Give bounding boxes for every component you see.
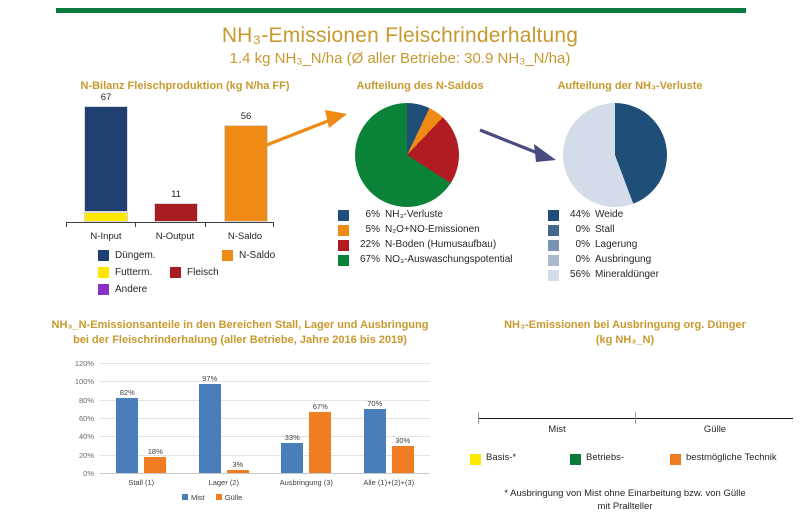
axis-tick (66, 222, 67, 227)
bar-data-label: 70% (367, 398, 383, 408)
footnote-line-2: mit Prallteller (597, 501, 653, 512)
legend-pct-n-boden: 22% (359, 239, 380, 250)
bar-data-label: 82% (119, 387, 135, 397)
legend-swatch-bestmoegliche-technik (670, 454, 681, 465)
chart-ausbringung-org-duenger (470, 352, 800, 452)
bar-data-label: 97% (202, 374, 218, 384)
legend-pct-weide: 44% (569, 209, 590, 220)
x-axis-label-guelle: Gülle (703, 424, 727, 435)
legend-swatch-mist (182, 494, 188, 500)
legend-item-n2o-no (338, 223, 538, 238)
bar-mist (199, 384, 221, 473)
bar-segment-duengem (84, 106, 128, 212)
bar-value-n-input: 67 (100, 92, 112, 103)
bar-data-label: 18% (147, 446, 163, 456)
legend-label-n-saldo: N-Saldo (239, 250, 276, 261)
bar-guelle (227, 470, 249, 473)
bar-segment-fleisch (154, 203, 198, 222)
bar-guelle (309, 412, 331, 473)
x-axis-label-n-output: N-Output (155, 231, 195, 242)
legend-pct-mineralduenger: 56% (569, 269, 590, 280)
bar-mist (364, 409, 386, 473)
bar-value-n-output: 11 (171, 188, 181, 200)
legend-label-guelle: Gülle (224, 493, 243, 502)
legend-pie-n-saldo (338, 208, 538, 268)
section-title-n-bilanz: N-Bilanz Fleischproduktion (kg N/ha FF) (80, 80, 290, 92)
y-axis-tick-label: 20% (78, 450, 94, 460)
legend-swatch-lagerung (548, 240, 559, 251)
legend-swatch-duengem (98, 250, 109, 261)
axis-tick (205, 222, 206, 227)
legend-item-weide (548, 208, 748, 223)
legend-n-bilanz (60, 248, 310, 308)
legend-pct-lagerung: 0% (575, 239, 590, 250)
legend-item-stall (548, 223, 748, 238)
legend-pct-no3-auswaschung: 67% (359, 254, 380, 265)
page-title: NH₃-Emissionen Fleischrinderhaltung (221, 24, 579, 47)
section-title-n-saldo: Aufteilung des N-Saldos (356, 80, 484, 92)
bar-segment-futterm (84, 212, 128, 222)
title-line-2: (kg NH₃_N) (595, 334, 655, 346)
arrow-purple-to-pie2 (478, 120, 568, 180)
top-accent-rule (56, 8, 746, 13)
page-subtitle: 1.4 kg NH₃_N/ha (Ø aller Betriebe: 30.9 NH₃_N/ha) (229, 50, 571, 67)
x-axis-line (66, 222, 274, 223)
legend-swatch-ausbringung (548, 255, 559, 266)
legend-swatch-futterm (98, 267, 109, 278)
legend-label-ausbringung: Ausbringung (595, 254, 652, 265)
x-axis-tick-label: Ausbringung (3) (279, 478, 333, 487)
axis-tick (635, 412, 636, 424)
footnote-line-1: * Ausbringung von Mist ohne Einarbeitung bzw. von Gülle (504, 488, 746, 499)
bar-data-label: 30% (395, 435, 411, 445)
legend-item-mist (182, 493, 205, 502)
footnote-ausbringung (455, 487, 795, 513)
y-axis-tick-label: 40% (78, 432, 94, 442)
legend-item-n-boden (338, 238, 538, 253)
arrow-orange-to-pie1 (255, 100, 355, 160)
gridline (100, 473, 430, 474)
title-line-2: bei der Fleischrinderhalung (aller Betriebe, Jahre 2016 bis 2019) (73, 334, 407, 346)
title-line-1: NH₃_N-Emissionsanteile in den Bereichen Stall, Lager und Ausbringung (51, 319, 429, 331)
legend-pct-n2o-no: 5% (365, 224, 380, 235)
bar-data-label: 67% (312, 401, 328, 411)
legend-swatch-n-saldo (222, 250, 233, 261)
legend-item-ausbringung (548, 253, 748, 268)
legend-swatch-fleisch (170, 267, 181, 278)
legend-label-stall: Stall (595, 224, 615, 235)
legend-swatch-guelle (216, 494, 222, 500)
chart-emissionsanteile (62, 355, 437, 505)
legend-swatch-mineralduenger (548, 270, 559, 281)
legend-label-duengem: Düngem. (115, 250, 156, 261)
legend-emissionsanteile (182, 493, 251, 502)
legend-item-mineralduenger (548, 268, 748, 283)
legend-item-lagerung (548, 238, 748, 253)
y-axis-tick-label: 60% (78, 414, 94, 423)
y-axis-tick-label: 0% (83, 469, 94, 478)
legend-swatch-nh3-verluste (338, 210, 349, 221)
legend-label-mist: Mist (191, 493, 205, 502)
section-title-nh3-verluste: Aufteilung der NH₃-Verluste (557, 80, 703, 92)
axis-tick (273, 222, 274, 227)
x-axis-tick-label: Lager (2) (208, 478, 239, 487)
legend-item-no3-auswaschung (338, 253, 538, 268)
gridline (100, 381, 430, 382)
legend-label-andere: Andere (115, 284, 148, 295)
legend-pie-nh3-verluste (548, 208, 748, 283)
legend-swatch-weide (548, 210, 559, 221)
bar-value-n-saldo: 56 (240, 111, 252, 123)
legend-swatch-n2o-no (338, 225, 349, 236)
bar-data-label: 3% (232, 460, 244, 470)
legend-label-basis: Basis-* (486, 452, 517, 463)
bar-guelle (144, 457, 166, 474)
section-title-emissionsanteile (40, 318, 440, 348)
legend-swatch-betriebs (570, 454, 581, 465)
legend-label-bestmoegliche-technik: bestmögliche Technik (686, 452, 777, 463)
legend-swatch-basis (470, 454, 481, 465)
x-axis-label-n-input: N-Input (90, 231, 122, 242)
legend-label-n2o-no: N₂O+NO-Emissionen (385, 224, 480, 235)
y-axis-tick-label: 100% (74, 377, 94, 387)
legend-swatch-n-boden (338, 240, 349, 251)
bar-mist (116, 398, 138, 473)
legend-label-n-boden: N-Boden (Humusaufbau) (385, 239, 497, 250)
legend-pct-nh3-verluste: 6% (365, 209, 380, 220)
section-title-ausbringung (460, 318, 790, 348)
gridline (100, 363, 430, 364)
legend-item-nh3-verluste (338, 208, 538, 223)
title-line-1: NH₃-Emissionen bei Ausbringung org. Dünger (504, 319, 746, 331)
y-axis-tick-label: 80% (78, 395, 94, 405)
x-axis-tick-label: Alle (1)+(2)+(3) (363, 478, 415, 487)
legend-item-guelle (216, 493, 243, 502)
x-axis-label-n-saldo: N-Saldo (227, 231, 263, 242)
legend-label-weide: Weide (595, 209, 624, 220)
axis-tick (135, 222, 136, 227)
axis-tick (478, 412, 479, 424)
legend-label-mineralduenger: Mineraldünger (595, 269, 659, 280)
y-axis-tick-label: 120% (74, 359, 94, 368)
legend-swatch-stall (548, 225, 559, 236)
legend-label-nh3-verluste: NH₃-Verluste (385, 209, 443, 220)
x-axis-label-mist: Mist (548, 424, 566, 435)
legend-pct-stall: 0% (575, 224, 590, 235)
pie-chart-n-saldo (355, 103, 459, 207)
bar-mist (281, 443, 303, 473)
legend-label-lagerung: Lagerung (595, 239, 638, 250)
bar-data-label: 33% (284, 432, 300, 442)
legend-label-betriebs: Betriebs- (586, 452, 625, 463)
legend-swatch-no3-auswaschung (338, 255, 349, 266)
legend-pct-ausbringung: 0% (575, 254, 590, 265)
x-axis-tick-label: Stall (1) (128, 478, 155, 487)
legend-label-fleisch: Fleisch (187, 267, 219, 278)
bar-guelle (392, 446, 414, 474)
legend-label-futterm: Futterm. (115, 267, 153, 278)
legend-swatch-andere (98, 284, 109, 295)
pie-chart-nh3-verluste (563, 103, 667, 207)
legend-label-no3-auswaschung: NO₃-Auswaschungspotential (385, 254, 513, 265)
